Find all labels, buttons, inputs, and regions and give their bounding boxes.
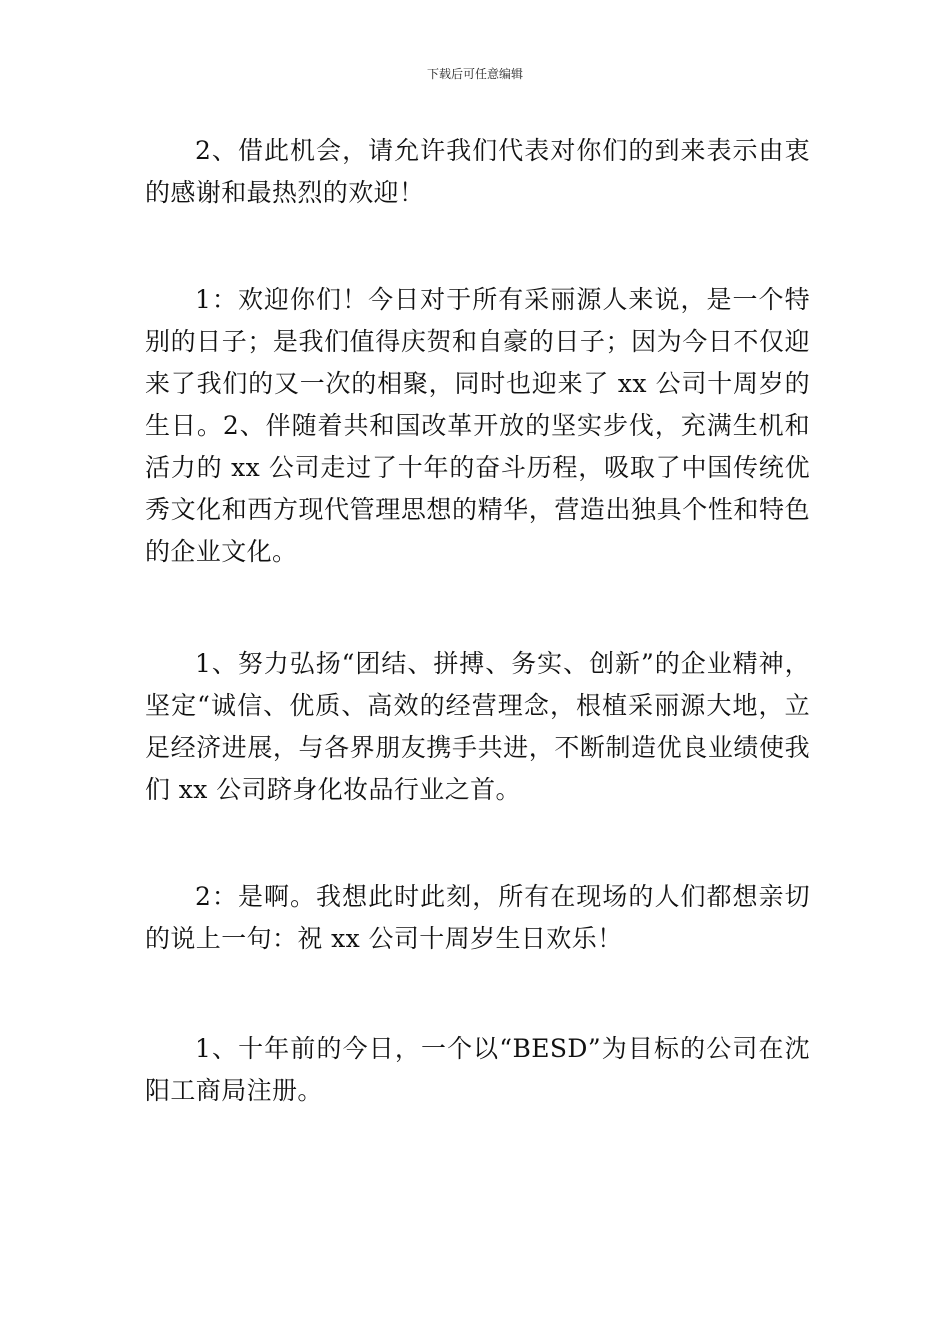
paragraph-4: 2：是啊。我想此时此刻，所有在现场的人们都想亲切的说上一句：祝 xx 公司十周岁生日欢乐！ [145, 882, 810, 953]
paragraph-2: 1：欢迎你们！今日对于所有采丽源人来说，是一个特别的日子；是我们值得庆贺和自豪的日子；因为今日不仅迎来了我们的又一次的相聚，同时也迎来了 xx 公司十周岁的生日。2、伴随着共和国改革开放的坚实步伐，充满生机和活力的 xx 公司走过了十年的奋斗历程，吸取了中国传统优秀文化和西方现代管理思想的精华，营造出独具个性和特色的企业文化。 [145, 285, 810, 566]
document-body [145, 130, 810, 1112]
page-header: 下载后可任意编辑 [426, 67, 523, 81]
paragraph-3: 1、努力弘扬“团结、拼搏、务实、创新”的企业精神，坚定“诚信、优质、高效的经营理念，根植采丽源大地，立足经济进展，与各界朋友携手共进，不断制造优良业绩使我们 xx 公司跻身化妆品行业之首。 [145, 649, 810, 804]
paragraph-5: 1、十年前的今日，一个以“BESD”为目标的公司在沈阳工商局注册。 [145, 1034, 810, 1105]
paragraph-1: 2、借此机会，请允许我们代表对你们的到来表示由衷的感谢和最热烈的欢迎！ [145, 136, 810, 207]
